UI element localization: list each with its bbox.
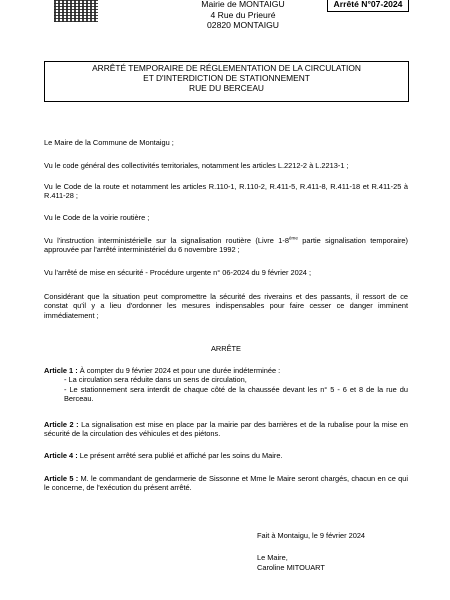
vu-code-route: Vu le Code de la route et notamment les articles R.110-1, R.110-2, R.411-5, R.411-8, R.411-18 et R.411-25 à R.411-28 ; [44, 182, 408, 201]
article-1-item-2: - Le stationnement sera interdit de chaque côté de la chaussée devant les n° 5 - 6 et 8 de la rue du Berceau. [64, 384, 408, 404]
mairie-street: 4 Rue du Prieuré [210, 9, 276, 20]
arrete-heading: ARRÊTE [211, 344, 241, 353]
title-line-3: RUE DU BERCEAU [189, 83, 264, 94]
vu-code-voirie: Vu le Code de la voirie routière ; [44, 213, 150, 222]
article-5: Article 5 : M. le commandant de gendarmerie de Sissonne et Mme le Maire seront chargés, chacun en ce qui le concerne, de l'exécution du présent arrêté. [44, 474, 408, 493]
article-1: Article 1 : À compter du 9 février 2024 et pour une durée indéterminée : - La circulation sera réduite dans un sens de circulation, - Le stationnement sera interdit de chaque côté de la chaussée devant les n° 5 - 6 et 8 de la rue du Berceau. [44, 366, 408, 404]
signature-name: Caroline MITOUART [257, 563, 325, 572]
considerant: Considérant que la situation peut compromettre la sécurité des riverains et des passants, il ressort de ce constat qu'il y a lieu d'ordonner les mesures indispensables pour faire cesser ce danger imminent immédiatement ; [44, 292, 408, 320]
mairie-city: 02820 MONTAIGU [207, 20, 279, 31]
maire-line: Le Maire de la Commune de Montaigu ; [44, 138, 174, 147]
article-1-item-1: - La circulation sera réduite dans un sens de circulation, [64, 375, 247, 385]
document-title [44, 61, 409, 102]
vu-cgct: Vu le code général des collectivités territoriales, notamment les articles L.2212-2 à L.2213-1 ; [44, 161, 349, 170]
arrete-reference: Arrêté N°07-2024 [327, 0, 409, 12]
signature-role: Le Maire, [257, 553, 288, 562]
title-line-2: ET D'INTERDICTION DE STATIONNEMENT [143, 73, 310, 84]
article-4: Article 4 : Le présent arrêté sera publié et affiché par les soins du Maire. [44, 451, 283, 460]
vu-arrete-securite: Vu l'arrêté de mise en sécurité - Procédure urgente n° 06-2024 du 9 février 2024 ; [44, 268, 312, 277]
mairie-address [196, 0, 290, 31]
article-2: Article 2 : La signalisation est mise en place par la mairie par des barrières et de la rubalise pour la mise en sécurité de la circulation des véhicules et des piétons. [44, 420, 408, 439]
title-line-1: ARRÊTÉ TEMPORAIRE DE RÉGLEMENTATION DE LA CIRCULATION [92, 63, 361, 73]
vu-instruction: Vu l'instruction interministérielle sur la signalisation routière (Livre 1-8ème partie signalisation temporaire) approuvée par l'arrêté interministériel du 6 novembre 1992 ; [44, 235, 408, 255]
commune-logo [54, 0, 98, 22]
signature-place-date: Fait à Montaigu, le 9 février 2024 [257, 531, 366, 540]
mairie-name: Mairie de MONTAIGU [201, 0, 285, 9]
